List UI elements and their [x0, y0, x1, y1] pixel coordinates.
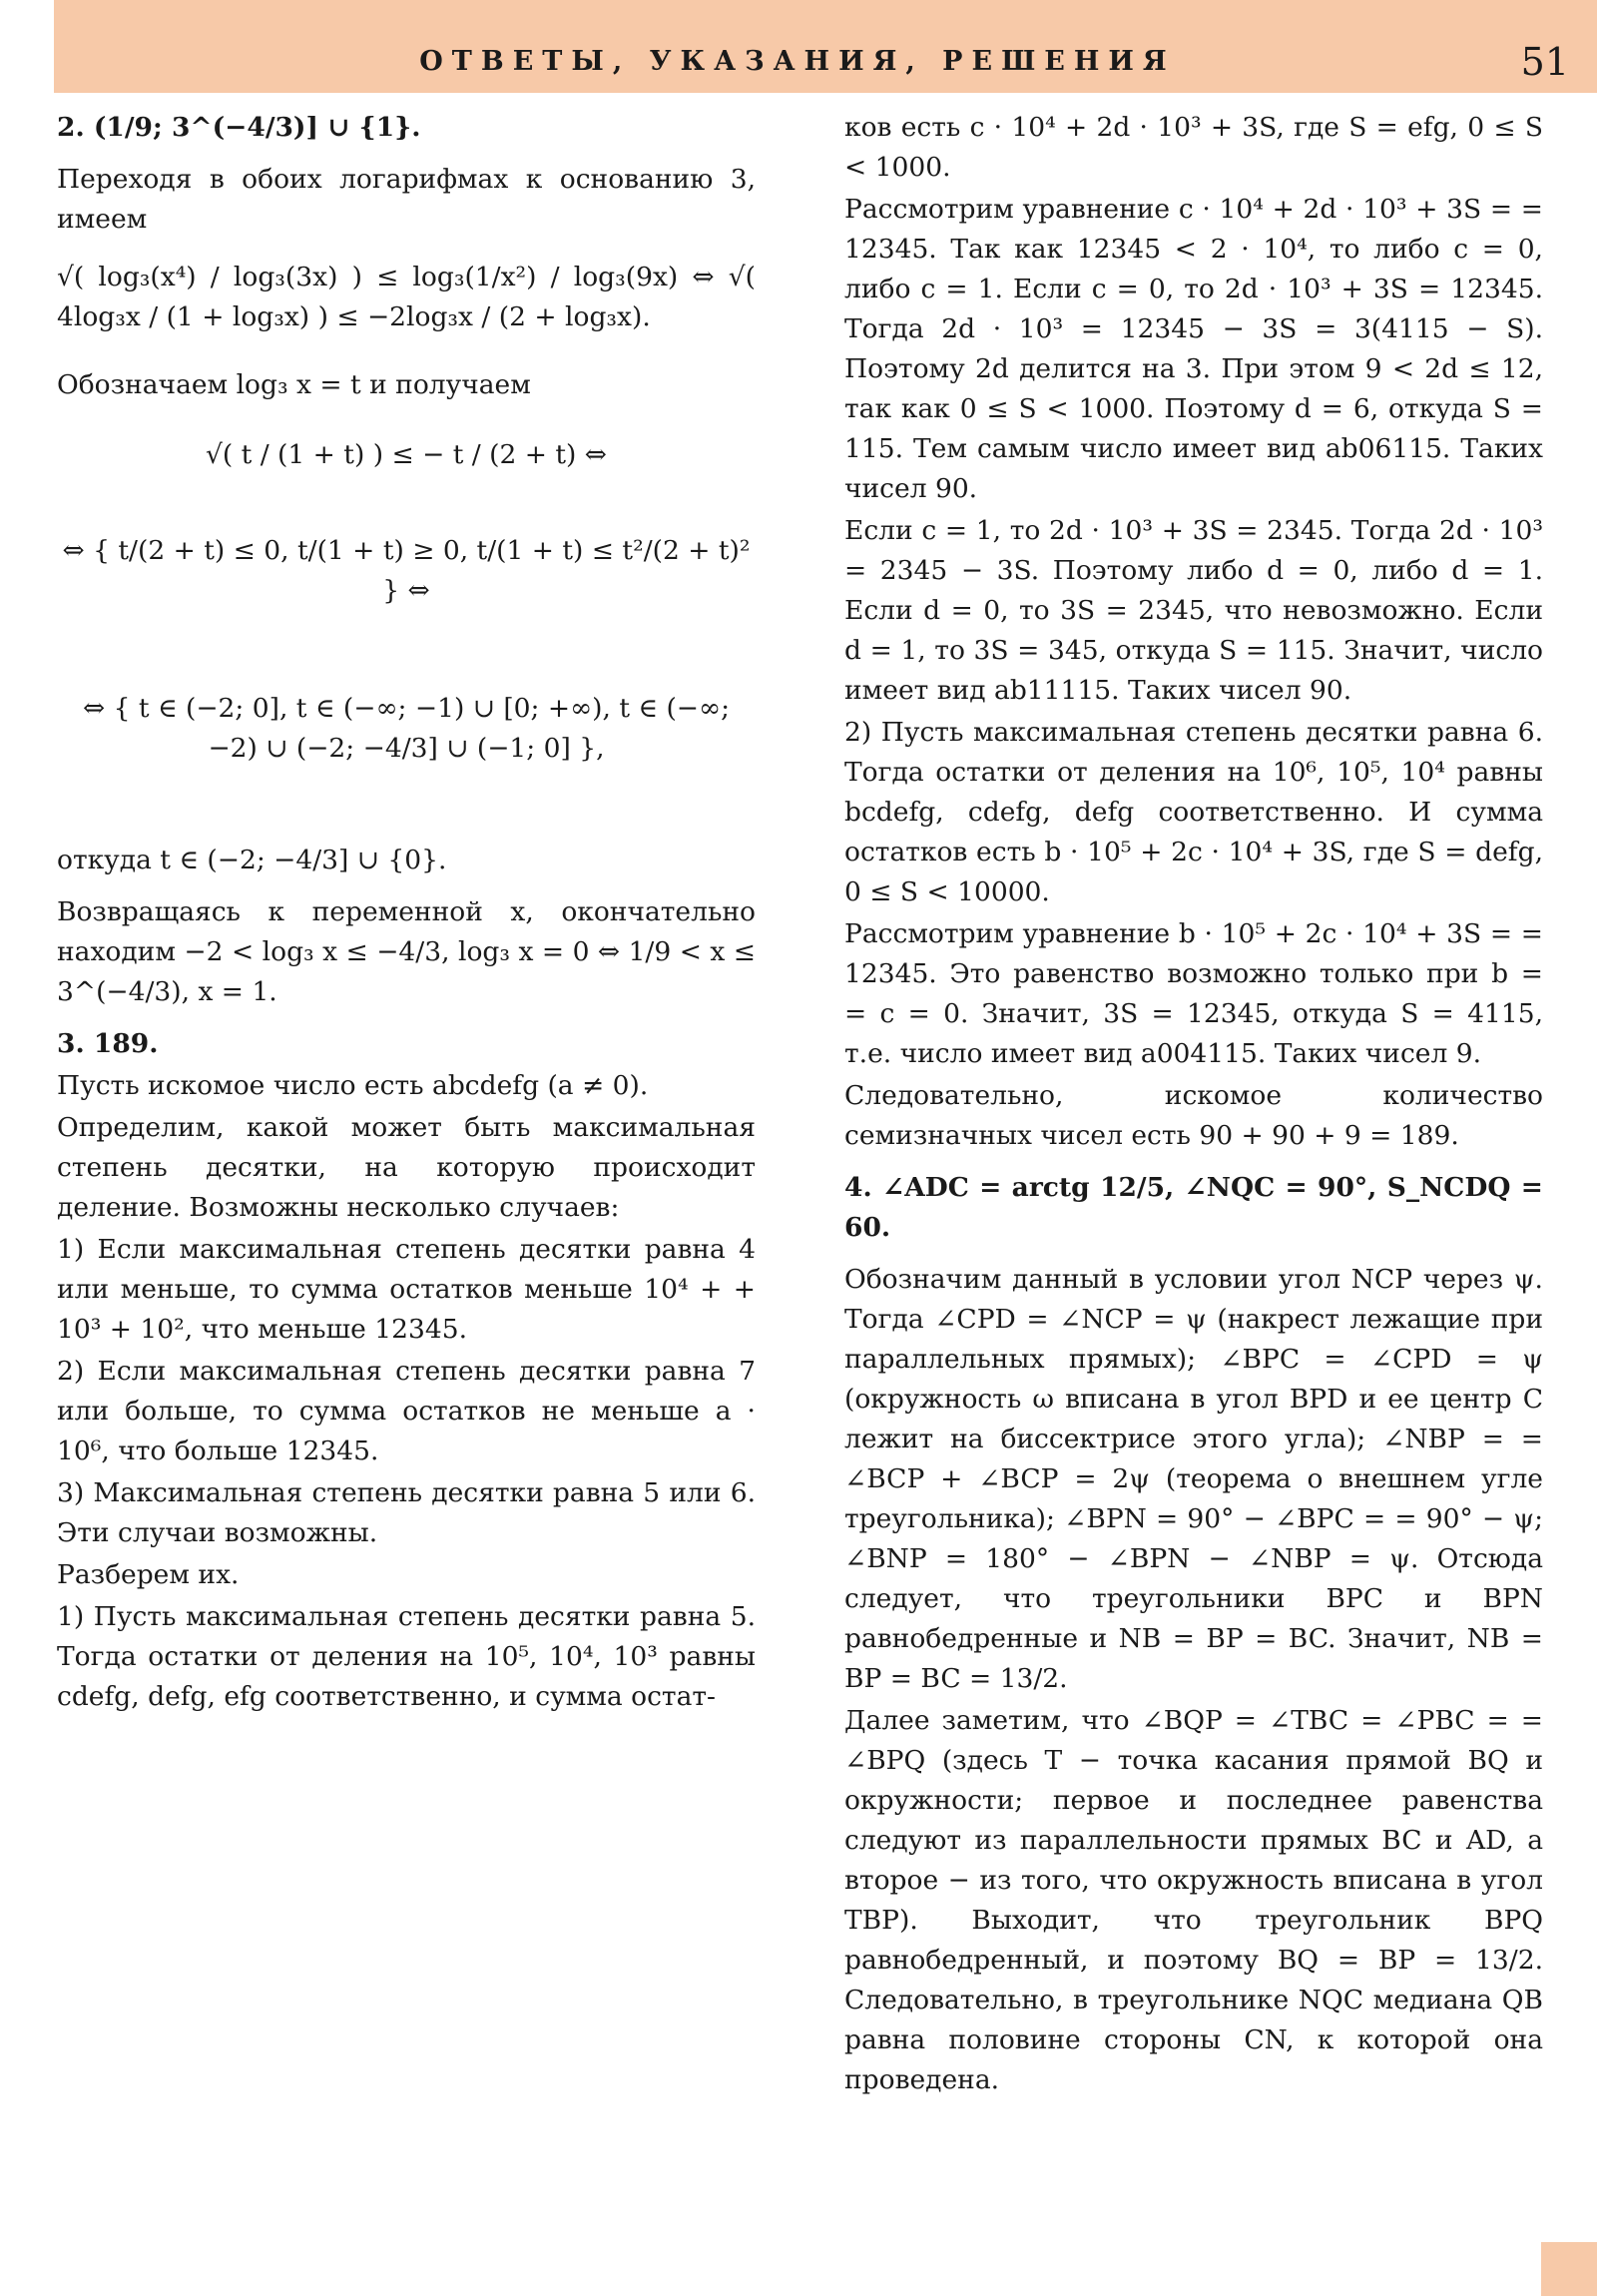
p3-line-2: Определим, какой может быть максимальная степень десятки, на которую происходит деление. Возможны несколько случаев:: [57, 1112, 756, 1223]
header-title: ОТВЕТЫ, УКАЗАНИЯ, РЕШЕНИЯ: [419, 46, 1176, 77]
r-paragraph-8: Далее заметим, что ∠BQP = ∠TBC = ∠PBC = = ∠BPQ (здесь T − точка касания прямой BQ и окружности; первое и последнее равенства следуют из параллельности прямых BC и AD, а второе − из того, что окружность вписана в угол TBP). Выходит, что треугольник BPQ равнобедренный, и поэтому BQ = BP = 13/2. Следовательно, в треугольнике NQC медиана QB равна половине стороны CN, к которой она проведена.: [844, 1705, 1543, 2095]
p2-substitution: Обозначаем log₃ x = t и получаем: [57, 369, 531, 400]
p3-subcase-1: 1) Пусть максимальная степень десятки равна 5. Тогда остатки от деления на 10⁵, 10⁴, 10³ равны cdefg, defg, efg соответственно, и сумма остат-: [57, 1601, 756, 1712]
p3-case-3: 3) Максимальная степень десятки равна 5 или 6. Эти случаи возможны.: [57, 1477, 756, 1548]
page-header: [54, 0, 1597, 93]
p2-system-1: ⇔ { t/(2 + t) ≤ 0, t/(1 + t) ≥ 0, t/(1 + t) ≤ t²/(2 + t)² } ⇔: [62, 535, 751, 606]
p3-parse: Разберем их.: [57, 1559, 240, 1590]
answer-2: 2. (1/9; 3^(−4/3)] ∪ {1}.: [57, 112, 421, 143]
r-paragraph-2: Рассмотрим уравнение c · 10⁴ + 2d · 10³ + 3S = = 12345. Так как 12345 < 2 · 10⁴, то либо c = 0, либо c = 1. Если c = 0, то 2d · 10³ + 3S = 12345. Тогда 2d · 10³ = 12345 − 3S = 3(4115 − S). Поэтому 2d делится на 3. При этом 9 < 2d ≤ 12, так как 0 ≤ S < 1000. Поэтому d = 6, откуда S = 115. Тем самым число имеет вид ab06115. Таких чисел 90.: [844, 194, 1543, 504]
p2-intro: Переходя в обоих логарифмах к основанию 3, имеем: [57, 164, 756, 235]
r-paragraph-3: Если c = 1, то 2d · 10³ + 3S = 2345. Тогда 2d · 10³ = 2345 − 3S. Поэтому либо d = 0, либо d = 1. Если d = 0, то 3S = 2345, что невозможно. Если d = 1, то 3S = 345, откуда S = 115. Значит, число имеет вид ab11115. Таких чисел 90.: [844, 515, 1543, 706]
corner-decoration: [1541, 2242, 1597, 2296]
p2-result: откуда t ∈ (−2; −4/3] ∪ {0}.: [57, 845, 447, 875]
answer-3: 3. 189.: [57, 1028, 159, 1059]
p2-back-substitution: Возвращаясь к переменной x, окончательно находим −2 < log₃ x ≤ −4/3, log₃ x = 0 ⇔ 1/9 < x ≤ 3^(−4/3), x = 1.: [57, 896, 756, 1007]
p2-equation-1: √( log₃(x⁴) / log₃(3x) ) ≤ log₃(1/x²) / log₃(9x) ⇔ √( 4log₃x / (1 + log₃x) ) ≤ −2log₃x / (2 + log₃x).: [57, 262, 756, 332]
left-column: [57, 108, 756, 1719]
p3-case-1: 1) Если максимальная степень десятки равна 4 или меньше, то сумма остатков меньше 10⁴ + + 10³ + 10², что меньше 12345.: [57, 1234, 756, 1345]
page-number: 51: [1520, 40, 1569, 84]
r-paragraph-6: Следовательно, искомое количество семизначных чисел есть 90 + 90 + 9 = 189.: [844, 1080, 1543, 1151]
right-column: [844, 108, 1543, 2102]
p3-line-1: Пусть искомое число есть abcdefg (a ≠ 0).: [57, 1070, 649, 1101]
r-paragraph-7: Обозначим данный в условии угол NCP через ψ. Тогда ∠CPD = ∠NCP = ψ (накрест лежащие при параллельных прямых); ∠BPC = ∠CPD = ψ (окружность ω вписана в угол BPD и ее центр C лежит на биссектрисе этого угла); ∠NBP = = ∠BCP + ∠BCP = 2ψ (теорема о внешнем угле треугольника); ∠BPN = 90° − ∠BPC = = 90° − ψ; ∠BNP = 180° − ∠BPN − ∠NBP = ψ. Отсюда следует, что треугольники BPC и BPN равнобедренные и NB = BP = BC. Значит, NB = BP = BC = 13/2.: [844, 1264, 1543, 1694]
p3-case-2: 2) Если максимальная степень десятки равна 7 или больше, то сумма остатков не меньше a · 10⁶, что больше 12345.: [57, 1356, 756, 1466]
p2-equation-2: √( t / (1 + t) ) ≤ − t / (2 + t) ⇔: [205, 439, 608, 470]
r-paragraph-4: 2) Пусть максимальная степень десятки равна 6. Тогда остатки от деления на 10⁶, 10⁵, 10⁴ равны bcdefg, cdefg, defg соответственно. И сумма остатков есть b · 10⁵ + 2c · 10⁴ + 3S, где S = defg, 0 ≤ S < 10000.: [844, 717, 1543, 907]
answer-4: 4. ∠ADC = arctg 12/5, ∠NQC = 90°, S_NCDQ = 60.: [844, 1172, 1543, 1243]
r-paragraph-5: Рассмотрим уравнение b · 10⁵ + 2c · 10⁴ + 3S = = 12345. Это равенство возможно только при b = = c = 0. Значит, 3S = 12345, откуда S = 4115, т.е. число имеет вид a004115. Таких чисел 9.: [844, 918, 1543, 1069]
r-paragraph-1: ков есть c · 10⁴ + 2d · 10³ + 3S, где S = efg, 0 ≤ S < 1000.: [844, 112, 1543, 183]
p2-system-2: ⇔ { t ∈ (−2; 0], t ∈ (−∞; −1) ∪ [0; +∞), t ∈ (−∞; −2) ∪ (−2; −4/3] ∪ (−1; 0] },: [82, 693, 731, 764]
